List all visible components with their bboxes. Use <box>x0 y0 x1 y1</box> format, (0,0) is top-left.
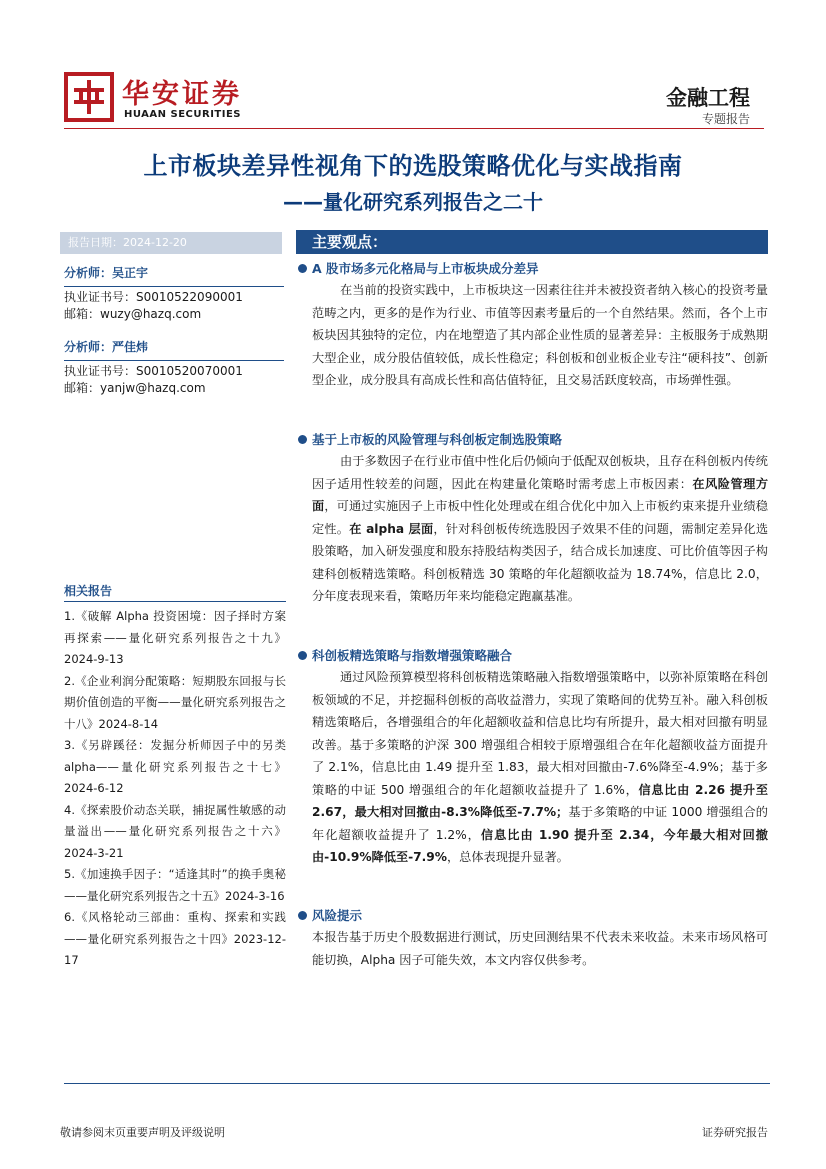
section-body: 通过风险预算模型将科创板精选策略融入指数增强策略中，以弥补原策略在科创板领域的不足，并挖掘科创板的高收益潜力，实现了策略间的优势互补。融入科创板精选策略后，各增强组合的年化超额收益和信息比均有所提升，最大相对回撤有明显改善。基于多策略的沪深 300 增强组合相较于原增强组合在年化超额收益方面提升了 2.1%，信息比由 1.49 提升至 1.83，最大相对回撤由-7.6%降至-4.9%；基于多策略的中证 500 增强组合的年化超额收益提升了 1.6%，信息比由 2.26 提升至 2.67，最大相对回撤由-8.3%降低至-7.7%；基于多策略的中证 1000 增强组合的年化超额收益提升了 1.2%，信息比由 1.90 提升至 2.34，今年最大相对回撤由-10.9%降低至-7.9%，总体表现提升显著。 <box>312 670 768 864</box>
logo-english-name: HUAAN SECURITIES <box>124 109 241 120</box>
header-divider <box>64 128 764 129</box>
bullet-icon <box>298 435 307 444</box>
analyst-block <box>64 263 284 323</box>
analyst-divider <box>64 286 284 287</box>
section-body: 在当前的投资实践中，上市板块这一因素往往并未被投资者纳入核心的投资考量范畴之内，更多的是作为行业、市值等因素考量后的一个自然结果。然而，各个上市板块因其独特的定位，内在地塑造了其内部企业性质的显著差异：主板服务于成熟期大型企业，成分股估值较低，成长性稳定；科创板和创业板企业专注“硬科技”、创新型企业，成分股具有高成长性和高估值特征，且交易活跃度较高，市场弹性强。 <box>312 283 768 387</box>
analyst-block <box>64 337 284 397</box>
section-heading: 基于上市板的风险管理与科创板定制选股策略 <box>298 430 768 450</box>
analyst-email[interactable]: 邮箱：wuzy@hazq.com <box>64 307 202 321</box>
related-report-item[interactable]: 4.《探索股价动态关联，捕捉属性敏感的动量溢出——量化研究系列报告之十六》2024-3-21 <box>64 802 286 860</box>
section-market-structure <box>298 259 768 392</box>
section-body: 本报告基于历史个股数据进行测试，历史回测结果不代表未来收益。未来市场风格可能切换，Alpha 因子可能失效，本文内容仅供参考。 <box>312 930 768 967</box>
key-views-bar <box>296 230 768 254</box>
related-report-item[interactable]: 3.《另辟蹊径：发掘分析师因子中的另类 alpha——量化研究系列报告之十七》2024-6-12 <box>64 738 286 795</box>
logo-mark-icon <box>64 72 114 122</box>
key-views-label: 主要观点： <box>312 233 388 251</box>
section-heading: 科创板精选策略与指数增强策略融合 <box>298 646 768 666</box>
bullet-icon <box>298 651 307 660</box>
bullet-icon <box>298 264 307 273</box>
section-risk-warning <box>298 906 768 971</box>
footer-divider <box>64 1083 770 1084</box>
analyst-name: 分析师：吴正宇 <box>64 266 149 280</box>
related-report-item[interactable]: 1.《破解 Alpha 投资困境：因子择时方案再探索——量化研究系列报告之十九》2024-9-13 <box>64 609 286 666</box>
report-category: 金融工程 <box>666 86 750 110</box>
related-reports <box>64 581 286 972</box>
section-body: 由于多数因子在行业市值中性化后仍倾向于低配双创板块，且存在科创板内传统因子适用性较差的问题，因此在构建量化策略时需考虑上市板因素：在风险管理方面，可通过实施因子上市板中性化处理或在组合优化中加入上市板约束来提升业绩稳定性。在 alpha 层面，针对科创板传统选股因子效果不佳的问题，需制定差异化选股策略，加入研发强度和股东持股结构类因子，结合成长加速度、可比价值等因子构建科创板精选策略。科创板精选 30 策略的年化超额收益为 18.74%，信息比 2.0，分年度表现来看，策略历年来均能稳定跑赢基准。 <box>312 454 769 603</box>
analyst-email[interactable]: 邮箱：yanjw@hazq.com <box>64 381 206 395</box>
footer-report-type: 证券研究报告 <box>702 1126 768 1139</box>
section-heading: 风险提示 <box>298 906 768 926</box>
related-report-item[interactable]: 2.《企业利润分配策略：短期股东回报与长期价值创造的平衡——量化研究系列报告之十八》2024-8-14 <box>64 673 286 731</box>
analyst-cert: 执业证书号：S0010522090001 <box>64 290 243 304</box>
footer-disclaimer: 敬请参阅末页重要声明及评级说明 <box>60 1126 225 1139</box>
related-report-item[interactable]: 6.《风格轮动三部曲：重构、探索和实践——量化研究系列报告之十四》2023-12-17 <box>64 910 286 967</box>
report-title: 上市板块差异性视角下的选股策略优化与实战指南 <box>143 152 683 180</box>
section-risk-management <box>298 430 768 608</box>
related-report-item[interactable]: 5.《加速换手因子：“适逢其时”的换手奥秘——量化研究系列报告之十五》2024-3-16 <box>64 867 286 903</box>
analyst-name: 分析师：严佳炜 <box>64 340 149 354</box>
report-subtitle: ——量化研究系列报告之二十 <box>283 190 543 214</box>
section-heading: A 股市场多元化格局与上市板块成分差异 <box>298 259 768 279</box>
report-subcategory: 专题报告 <box>701 112 750 126</box>
analyst-cert: 执业证书号：S0010520070001 <box>64 364 243 378</box>
related-divider <box>64 601 286 602</box>
bullet-icon <box>298 911 307 920</box>
related-reports-title: 相关报告 <box>64 584 113 598</box>
section-strategy-fusion <box>298 646 768 869</box>
report-date: 报告日期：2024-12-20 <box>60 232 282 254</box>
company-logo <box>64 70 252 126</box>
logo-chinese-name: 华安证券 <box>122 79 242 110</box>
analyst-divider <box>64 360 284 361</box>
